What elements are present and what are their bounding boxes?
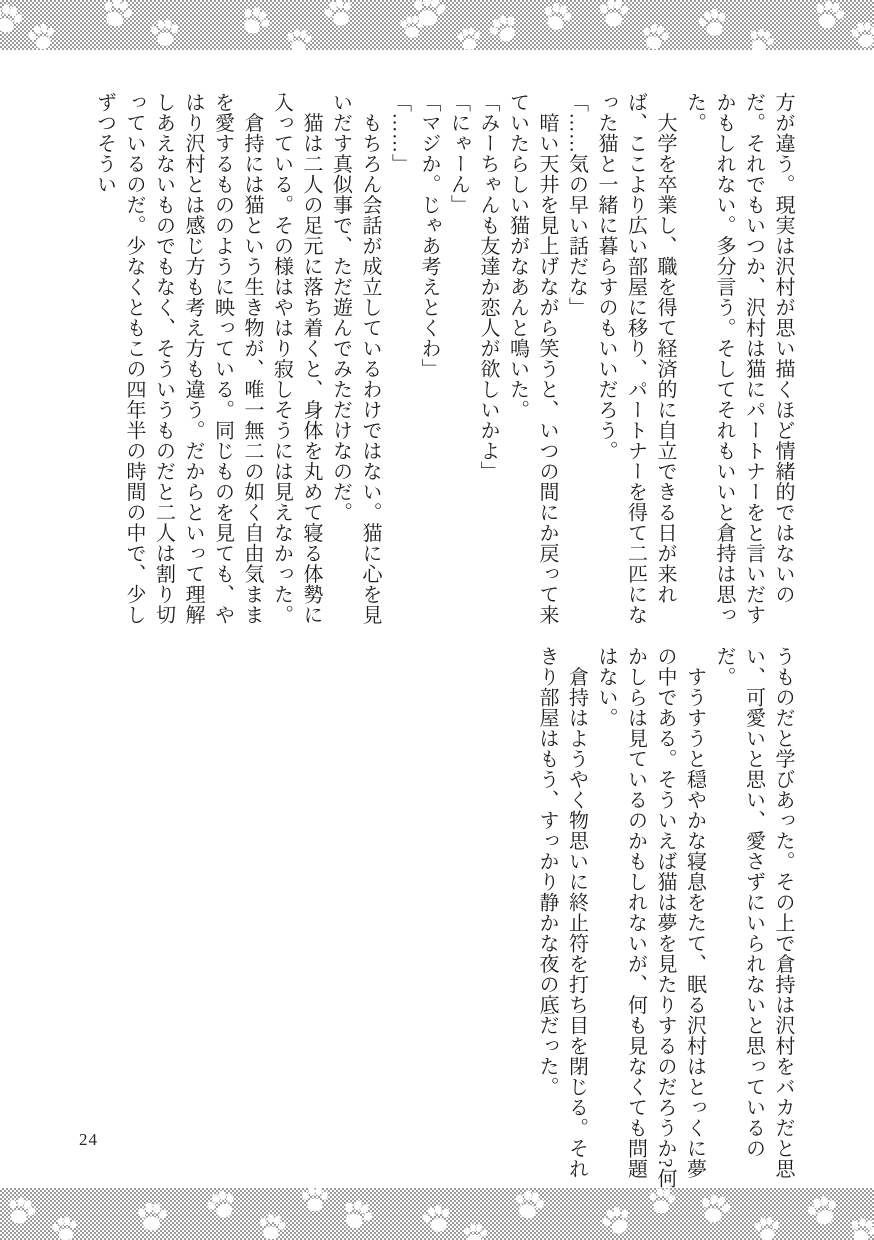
paragraph: 倉持には猫という生き物が、唯一無二の如く自由気ままを愛するもののように映っている。同じものを見ても、やはり沢村とは感じ方も考え方も違う。だからといって理解しあえないものでもなく、そういうものだと二人は割り切っているのだ。少なくともこの四年半の時間の中で、少しずつそうい xyxy=(93,92,263,625)
paragraph: 暗い天井を見上げながら笑うと、いつの間にか戻って来ていたらしい猫がなあんと鳴いた。 xyxy=(506,92,558,625)
paw-print-icon xyxy=(148,16,183,50)
paw-print-icon xyxy=(48,1212,81,1240)
paragraph: 猫は二人の足元に落ち着くと、身体を丸めて寝る体勢に入っている。その様はやはり寂しそうには見えなかった。 xyxy=(270,92,322,625)
paw-print-icon xyxy=(693,3,732,42)
lower-text-block xyxy=(532,646,798,1191)
paw-print-icon xyxy=(201,1188,243,1226)
paw-print-icon xyxy=(283,25,316,50)
paw-print-icon xyxy=(844,1212,874,1240)
paragraph: 「……気の早い話だな」 xyxy=(565,92,588,318)
paragraph: 「……」 xyxy=(388,92,411,174)
paw-print-icon xyxy=(134,1199,170,1235)
paw-print-icon xyxy=(417,1199,457,1239)
paragraph: 大学を卒業し、職を得て経済的に自立できる日が来れば、ここより広い部屋に移り、パートナーを得て二匹になった猫と一緒に暮らすのもいいだろう。 xyxy=(595,92,676,625)
paw-print-icon xyxy=(596,1200,639,1240)
paw-print-icon xyxy=(694,1188,736,1230)
paw-print-icon xyxy=(24,19,60,50)
paw-print-icon xyxy=(254,1209,290,1240)
paw-print-icon xyxy=(537,0,577,37)
paw-print-icon xyxy=(482,7,526,50)
paw-print-icon xyxy=(808,0,851,36)
paw-print-icon xyxy=(334,1192,379,1237)
paw-print-icon xyxy=(95,0,139,35)
paw-print-icon xyxy=(508,1188,549,1226)
paragraph: 「みーちゃんも友達か恋人が欲しいかよ」 xyxy=(477,92,499,482)
paw-print-icon xyxy=(454,24,484,50)
paragraph: 倉持はようやく物思いに終止符を打ち目を閉じる。それきり部屋はもう、すっかり静かな夜の底だった。 xyxy=(536,646,588,1179)
paw-print-icon xyxy=(742,22,780,50)
page-number: 24 xyxy=(79,1130,98,1149)
paragraph: 「マジか。じゃあ考えとくわ」 xyxy=(418,92,440,379)
paw-print-icon xyxy=(596,0,631,31)
paw-print-icon xyxy=(233,0,277,43)
paw-print-icon xyxy=(0,0,28,40)
paragraph: 「にゃーん」 xyxy=(447,92,470,215)
paw-print-icon xyxy=(318,0,359,34)
paw-print-icon xyxy=(802,1190,844,1232)
paragraph: もちろん会話が成立しているわけではない。猫に心を見いだす真似事で、ただ遊んでみただけなのだ。 xyxy=(329,92,381,625)
paw-print-icon xyxy=(751,1213,783,1240)
paw-print-icon xyxy=(0,1190,42,1232)
upper-text-block xyxy=(89,92,797,637)
paw-print-border-bottom xyxy=(0,1188,874,1240)
paw-print-icon xyxy=(300,1188,331,1214)
paw-print-icon xyxy=(460,1220,490,1240)
paragraph: すうすうと穏やかな寝息をたて、眠る沢村はとっくに夢の中である。そういえば猫は夢を見たりするのだろうか?何かしらは見ているのかもしれないが、何も見なくても問題はない。 xyxy=(595,646,706,1189)
paragraph: 方が違う。現実は沢村が思い描くほど情緒的ではないのだ。それでもいつか、沢村は猫にパートナーをと言いだすかもしれない。多分言う。そしてそれもいいと倉持は思った。 xyxy=(683,92,794,625)
paw-print-icon xyxy=(848,18,874,50)
paw-print-icon xyxy=(645,1188,680,1218)
paragraph: うものだと学びあった。その上で倉持は沢村をバカだと思い、可愛いと思い、愛さずにいられないと思っているのだ。 xyxy=(713,646,794,1179)
paw-print-icon xyxy=(636,18,673,50)
paw-print-border-top xyxy=(0,0,874,50)
